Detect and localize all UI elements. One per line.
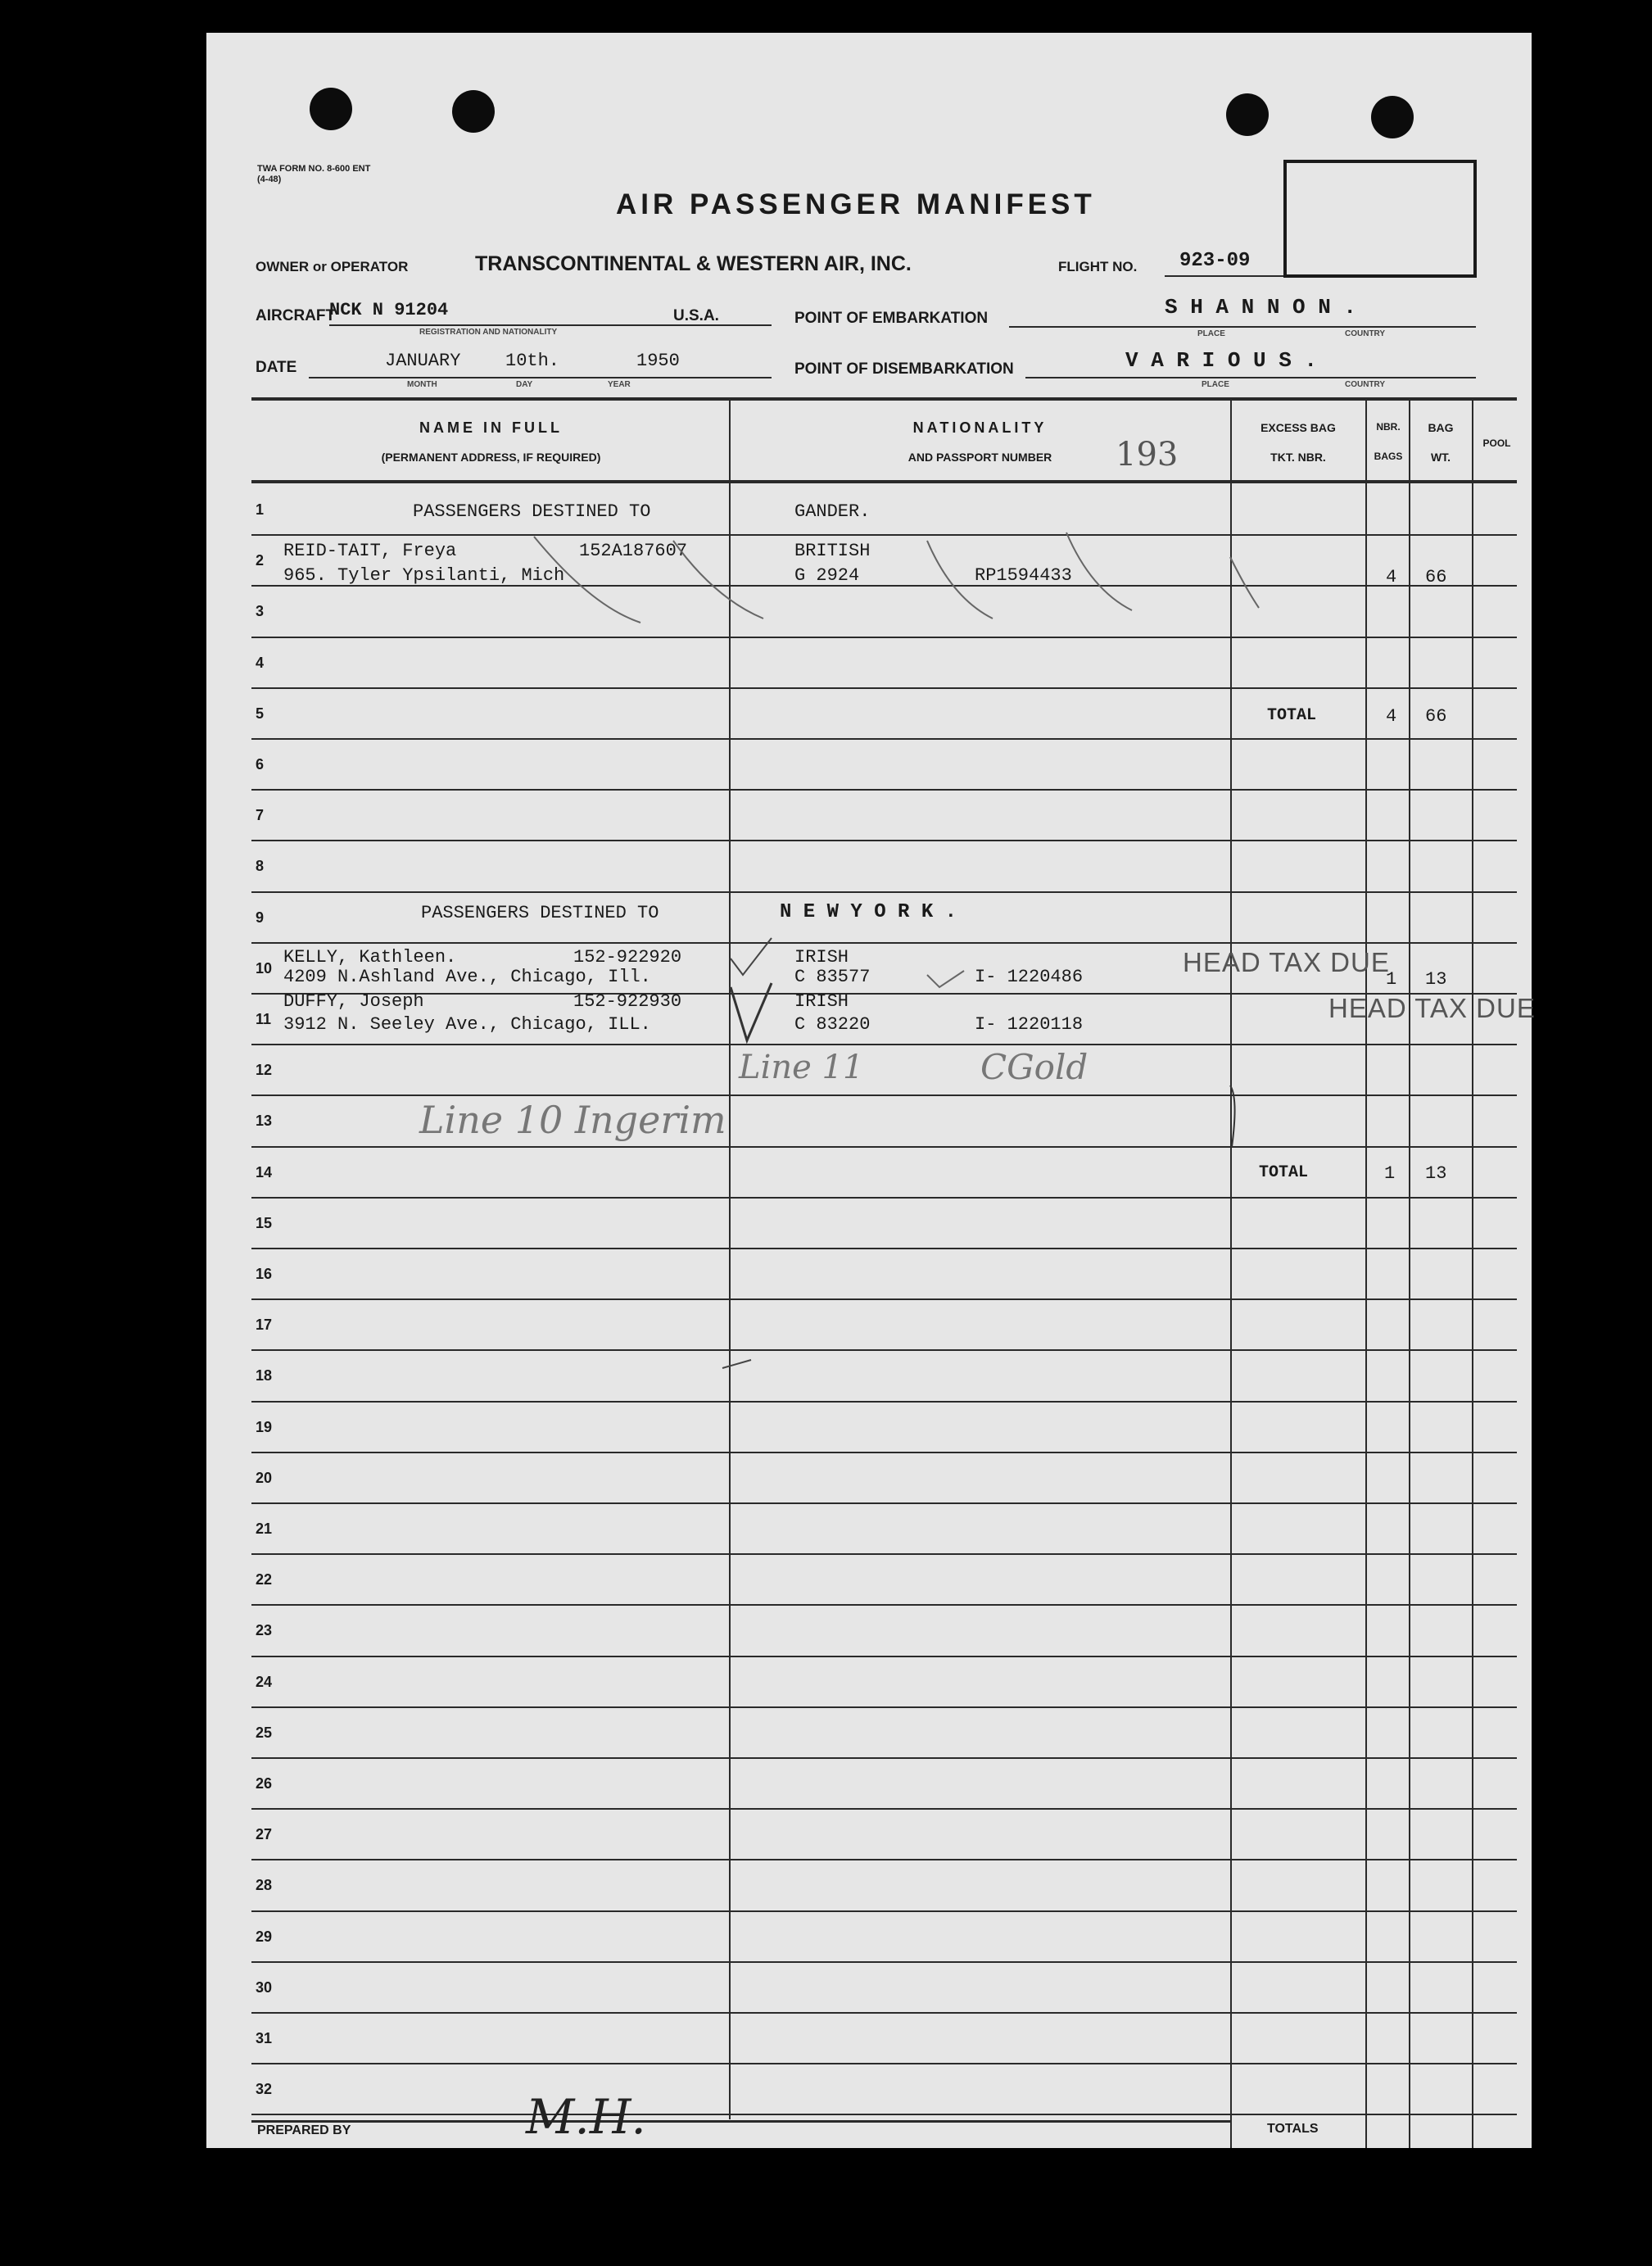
group1-heading-right: GANDER. bbox=[794, 501, 871, 522]
row-number: 4 bbox=[256, 654, 265, 671]
row-number: 7 bbox=[256, 807, 265, 824]
group1-total-label: TOTAL bbox=[1267, 706, 1317, 725]
passenger-bags: 1 bbox=[1386, 969, 1397, 990]
handwritten-line-note: Line 10 Ingerim bbox=[419, 1098, 726, 1142]
header-bag-wt-2: WT. bbox=[1430, 451, 1451, 464]
passenger-passport: C 83577 bbox=[794, 967, 871, 987]
row-number: 19 bbox=[256, 1418, 273, 1435]
passenger-ticket: 152A187607 bbox=[579, 541, 688, 561]
date-label: DATE bbox=[256, 359, 297, 376]
row-number: 21 bbox=[256, 1520, 273, 1537]
aircraft-country: U.S.A. bbox=[673, 307, 719, 324]
embarkation-sub-country: COUNTRY bbox=[1345, 329, 1386, 338]
passenger-visa: RP1594433 bbox=[975, 565, 1072, 586]
passenger-nationality: BRITISH bbox=[794, 541, 871, 561]
footer-rule bbox=[251, 2120, 1230, 2123]
disembarkation-sub-country: COUNTRY bbox=[1345, 380, 1386, 389]
passenger-name: DUFFY, Joseph bbox=[283, 991, 424, 1012]
passenger-name: REID-TAIT, Freya bbox=[283, 541, 457, 561]
passenger-address: 3912 N. Seeley Ave., Chicago, ILL. bbox=[283, 1014, 651, 1035]
row-number: 30 bbox=[256, 1978, 273, 1996]
row-number: 22 bbox=[256, 1571, 273, 1588]
passenger-passport: C 83220 bbox=[794, 1014, 871, 1035]
flight-label: FLIGHT NO. bbox=[1058, 259, 1138, 274]
owner-label: OWNER or OPERATOR bbox=[256, 259, 409, 274]
passenger-weight: 66 bbox=[1425, 567, 1447, 587]
group2-heading-left: PASSENGERS DESTINED TO bbox=[421, 903, 659, 923]
embarkation-sub-place: PLACE bbox=[1197, 329, 1225, 338]
header-nbr-bags-2: BAGS bbox=[1374, 451, 1403, 462]
handwritten-initials: CGold bbox=[980, 1047, 1089, 1087]
row-number: 26 bbox=[256, 1775, 273, 1792]
group1-total-weight: 66 bbox=[1425, 706, 1447, 727]
disembarkation-sub-place: PLACE bbox=[1202, 380, 1229, 389]
row-number: 32 bbox=[256, 2081, 273, 2098]
row-number: 2 bbox=[256, 552, 265, 569]
row-number: 24 bbox=[256, 1673, 273, 1690]
passenger-nationality: IRISH bbox=[794, 991, 849, 1012]
passenger-ticket: 152-922930 bbox=[573, 991, 682, 1012]
group1-total-bags: 4 bbox=[1386, 706, 1397, 727]
row-number: 13 bbox=[256, 1113, 273, 1130]
row-number: 23 bbox=[256, 1622, 273, 1639]
form-number: TWA FORM NO. 8-600 ENT (4-48) bbox=[257, 164, 371, 184]
row-number: 17 bbox=[256, 1317, 273, 1334]
handwriting-strokes bbox=[206, 33, 1532, 2148]
aircraft-label: AIRCRAFT bbox=[256, 307, 336, 324]
row-number: 9 bbox=[256, 909, 265, 926]
row-number: 29 bbox=[256, 1928, 273, 1945]
prepared-signature: M.H. bbox=[526, 2089, 646, 2145]
row-number: 5 bbox=[256, 705, 265, 722]
passenger-passport: G 2924 bbox=[794, 565, 860, 586]
passenger-name: KELLY, Kathleen. bbox=[283, 947, 457, 968]
passenger-weight: 13 bbox=[1425, 969, 1447, 990]
row-number: 12 bbox=[256, 1062, 273, 1079]
row-number: 16 bbox=[256, 1266, 273, 1282]
prepared-by-label: PREPARED BY bbox=[257, 2123, 351, 2137]
row-number: 31 bbox=[256, 2030, 273, 2046]
row-number: 14 bbox=[256, 1163, 273, 1181]
passenger-visa: I- 1220486 bbox=[975, 967, 1084, 987]
aircraft-sub: REGISTRATION AND NATIONALITY bbox=[419, 328, 558, 337]
date-year: 1950 bbox=[636, 351, 680, 371]
header-name-sub: (PERMANENT ADDRESS, IF REQUIRED) bbox=[381, 451, 601, 464]
handwritten-page-number: 193 bbox=[1116, 436, 1179, 474]
page-title: AIR PASSENGER MANIFEST bbox=[616, 188, 1096, 220]
group2-heading-right: N E W Y O R K . bbox=[780, 901, 957, 923]
passenger-visa: I- 1220118 bbox=[975, 1014, 1084, 1035]
row-number: 3 bbox=[256, 603, 265, 620]
header-excess-bag-sub: TKT. NBR. bbox=[1270, 451, 1326, 464]
passenger-bags: 4 bbox=[1386, 567, 1397, 587]
date-day: 10th. bbox=[505, 351, 560, 371]
row-number: 11 bbox=[256, 1011, 272, 1027]
row-number: 1 bbox=[256, 501, 265, 518]
row-number: 28 bbox=[256, 1877, 273, 1894]
group2-total-weight: 13 bbox=[1425, 1163, 1447, 1184]
disembarkation-label: POINT OF DISEMBARKATION bbox=[794, 360, 1014, 378]
disembarkation-value: V A R I O U S . bbox=[1125, 348, 1318, 373]
group2-total-label: TOTAL bbox=[1259, 1163, 1309, 1182]
row-number: 27 bbox=[256, 1826, 273, 1843]
row-number: 8 bbox=[256, 858, 265, 875]
group1-heading-left: PASSENGERS DESTINED TO bbox=[413, 501, 651, 522]
row-number: 15 bbox=[256, 1214, 273, 1231]
group2-total-bags: 1 bbox=[1384, 1163, 1396, 1184]
passenger-nationality: IRISH bbox=[794, 947, 849, 968]
row-number: 10 bbox=[256, 959, 273, 977]
header-nationality-sub: AND PASSPORT NUMBER bbox=[907, 451, 1052, 464]
handwritten-line11-note: Line 11 bbox=[739, 1049, 864, 1086]
date-month: JANUARY bbox=[385, 351, 461, 371]
embarkation-value: S H A N N O N . bbox=[1165, 295, 1357, 320]
passenger-address: 4209 N.Ashland Ave., Chicago, Ill. bbox=[283, 967, 651, 987]
embarkation-label: POINT OF EMBARKATION bbox=[794, 310, 989, 327]
header-nationality: NATIONALITY bbox=[912, 419, 1048, 436]
flight-number: 923-09 bbox=[1179, 250, 1251, 272]
date-sub-month: MONTH bbox=[407, 380, 437, 389]
passenger-address: 965. Tyler Ypsilanti, Mich bbox=[283, 565, 565, 586]
head-tax-stamp: HEAD TAX DUE bbox=[1328, 993, 1536, 1023]
head-tax-stamp: HEAD TAX DUE bbox=[1183, 947, 1390, 977]
header-nbr-bags-1: NBR. bbox=[1376, 421, 1401, 433]
row-number: 25 bbox=[256, 1724, 273, 1741]
header-excess-bag: EXCESS BAG bbox=[1260, 421, 1336, 434]
date-sub-year: YEAR bbox=[608, 380, 631, 389]
header-name: NAME IN FULL bbox=[419, 419, 563, 436]
passenger-ticket: 152-922920 bbox=[573, 947, 682, 968]
date-sub-day: DAY bbox=[516, 380, 533, 389]
owner-value: TRANSCONTINENTAL & WESTERN AIR, INC. bbox=[475, 252, 912, 275]
row-number: 6 bbox=[256, 756, 265, 773]
manifest-sheet bbox=[206, 33, 1536, 2148]
header-bag-wt-1: BAG bbox=[1428, 421, 1454, 434]
row-number: 20 bbox=[256, 1469, 273, 1486]
totals-label: TOTALS bbox=[1267, 2122, 1319, 2136]
aircraft-value: NCK N 91204 bbox=[329, 300, 449, 320]
row-number: 18 bbox=[256, 1367, 273, 1385]
header-pool: POOL bbox=[1482, 437, 1511, 449]
